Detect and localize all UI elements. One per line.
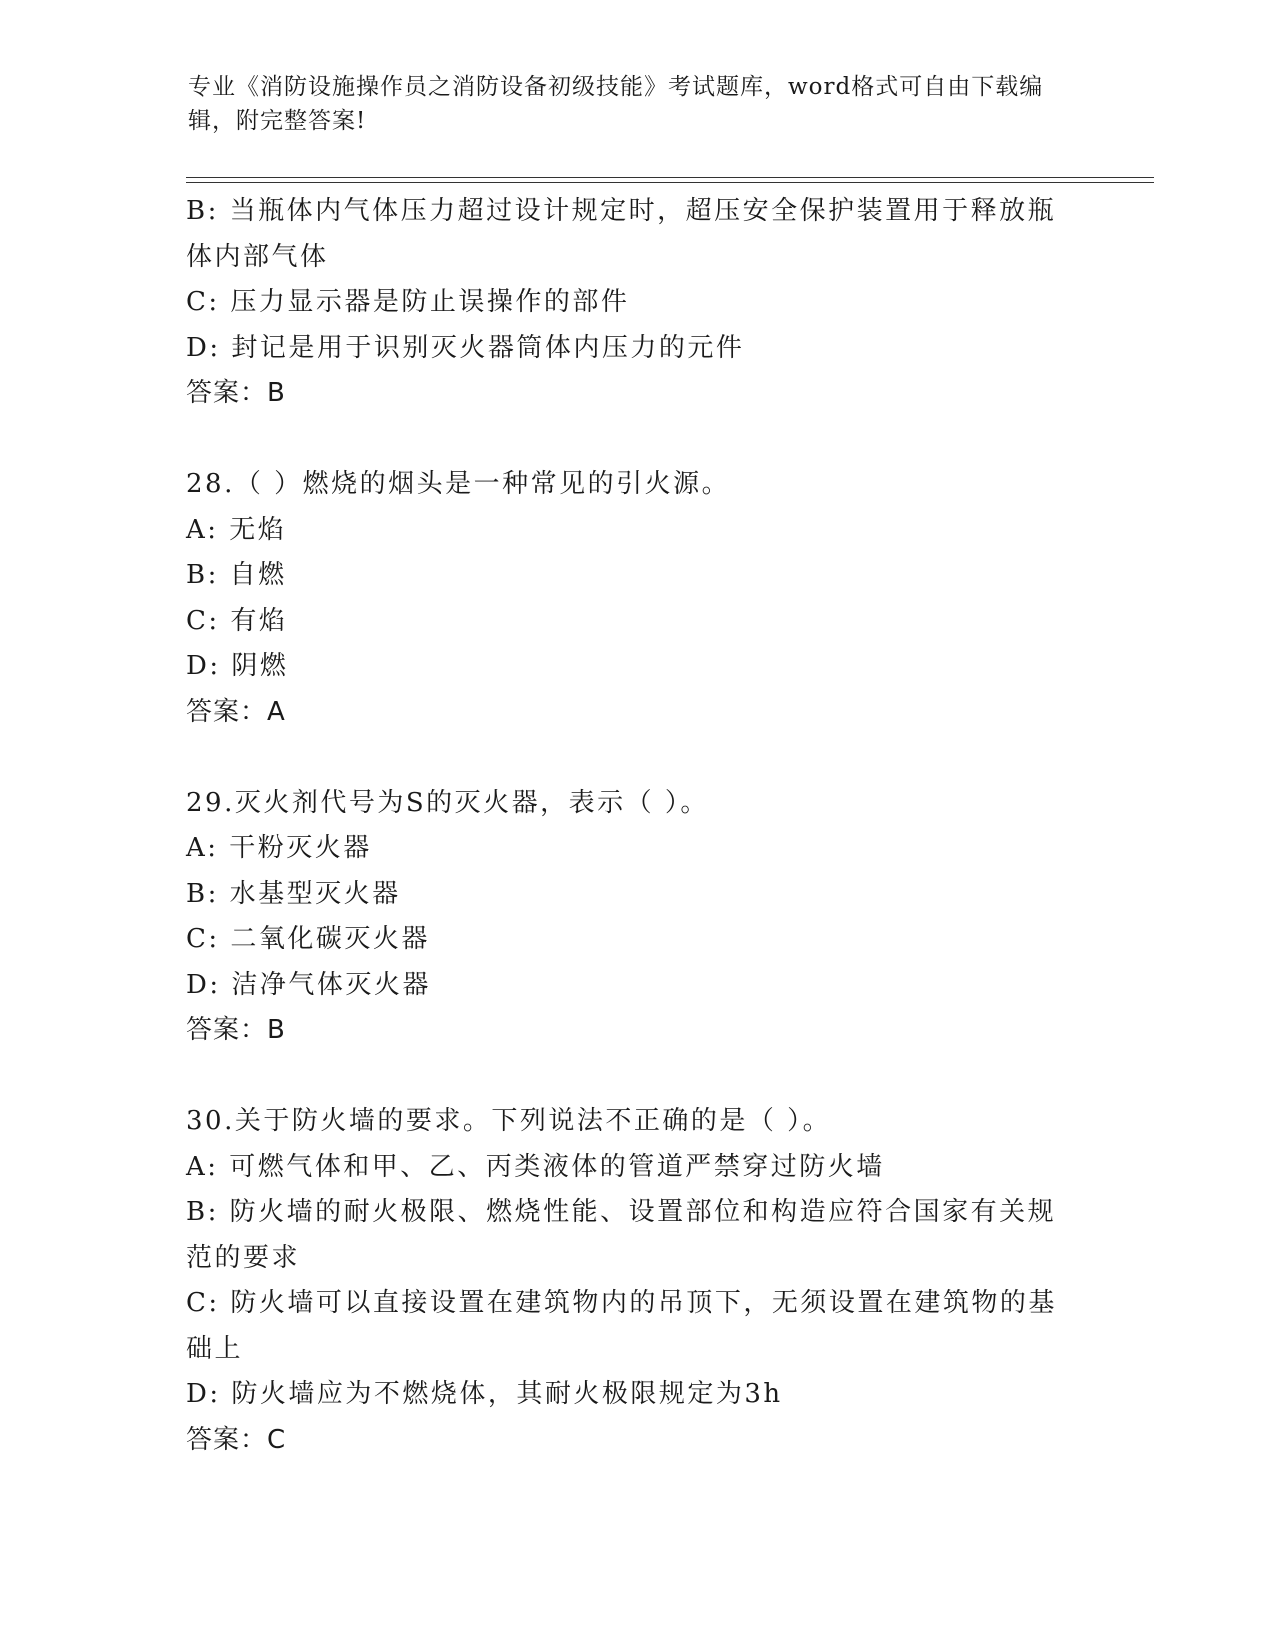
question-27-continued (186, 189, 1086, 417)
question-28 (186, 462, 1086, 735)
document-header (188, 70, 1088, 138)
option-d: D: 防火墙应为不燃烧体，其耐火极限规定为3h (186, 1379, 783, 1409)
option-b-line-2: 体内部气体 (186, 241, 329, 272)
question-stem: 29.灭火剂代号为S的灭火器，表示（ ）。 (186, 787, 709, 818)
question-list (186, 189, 1086, 1463)
option-c: C: 有焰 (186, 605, 288, 636)
answer: 答案：A (186, 696, 286, 727)
question-29 (186, 781, 1086, 1054)
option-d: D: 阴燃 (186, 651, 289, 681)
option-c-line-2: 础上 (186, 1333, 244, 1364)
question-stem: 28.（ ）燃烧的烟头是一种常见的引火源。 (186, 469, 731, 499)
question-30 (186, 1099, 1086, 1463)
header-line-2: 辑，附完整答案! (188, 108, 367, 134)
option-b-line-1: B: 当瓶体内气体压力超过设计规定时，超压安全保护装置用于释放瓶 (186, 196, 1057, 226)
option-b: B: 水基型灭火器 (186, 878, 401, 909)
answer: 答案：C (186, 1424, 287, 1455)
header-divider-bottom (186, 182, 1154, 183)
option-a: A: 无焰 (186, 514, 287, 545)
answer: 答案：B (186, 378, 286, 408)
question-stem: 30.关于防火墙的要求。下列说法不正确的是（ ）。 (186, 1106, 832, 1136)
option-b-line-1: B: 防火墙的耐火极限、燃烧性能、设置部位和构造应符合国家有关规 (186, 1197, 1057, 1227)
option-a: A: 可燃气体和甲、乙、丙类液体的管道严禁穿过防火墙 (186, 1151, 885, 1182)
option-c: C: 压力显示器是防止误操作的部件 (186, 287, 630, 317)
option-a: A: 干粉灭火器 (186, 833, 372, 863)
option-b-line-2: 范的要求 (186, 1242, 301, 1273)
header-divider-top (186, 177, 1154, 178)
option-c-line-1: C: 防火墙可以直接设置在建筑物内的吊顶下，无须设置在建筑物的基 (186, 1288, 1057, 1318)
option-c: C: 二氧化碳灭火器 (186, 924, 430, 954)
spacer (186, 735, 1086, 781)
header-line-1: 专业《消防设施操作员之消防设备初级技能》考试题库，word格式可自由下载编 (188, 74, 1044, 100)
answer: 答案：B (186, 1015, 286, 1045)
spacer (186, 417, 1086, 463)
option-d: D: 封记是用于识别灭火器筒体内压力的元件 (186, 332, 745, 363)
option-b: B: 自燃 (186, 560, 287, 590)
spacer (186, 1054, 1086, 1100)
option-d: D: 洁净气体灭火器 (186, 969, 431, 1000)
